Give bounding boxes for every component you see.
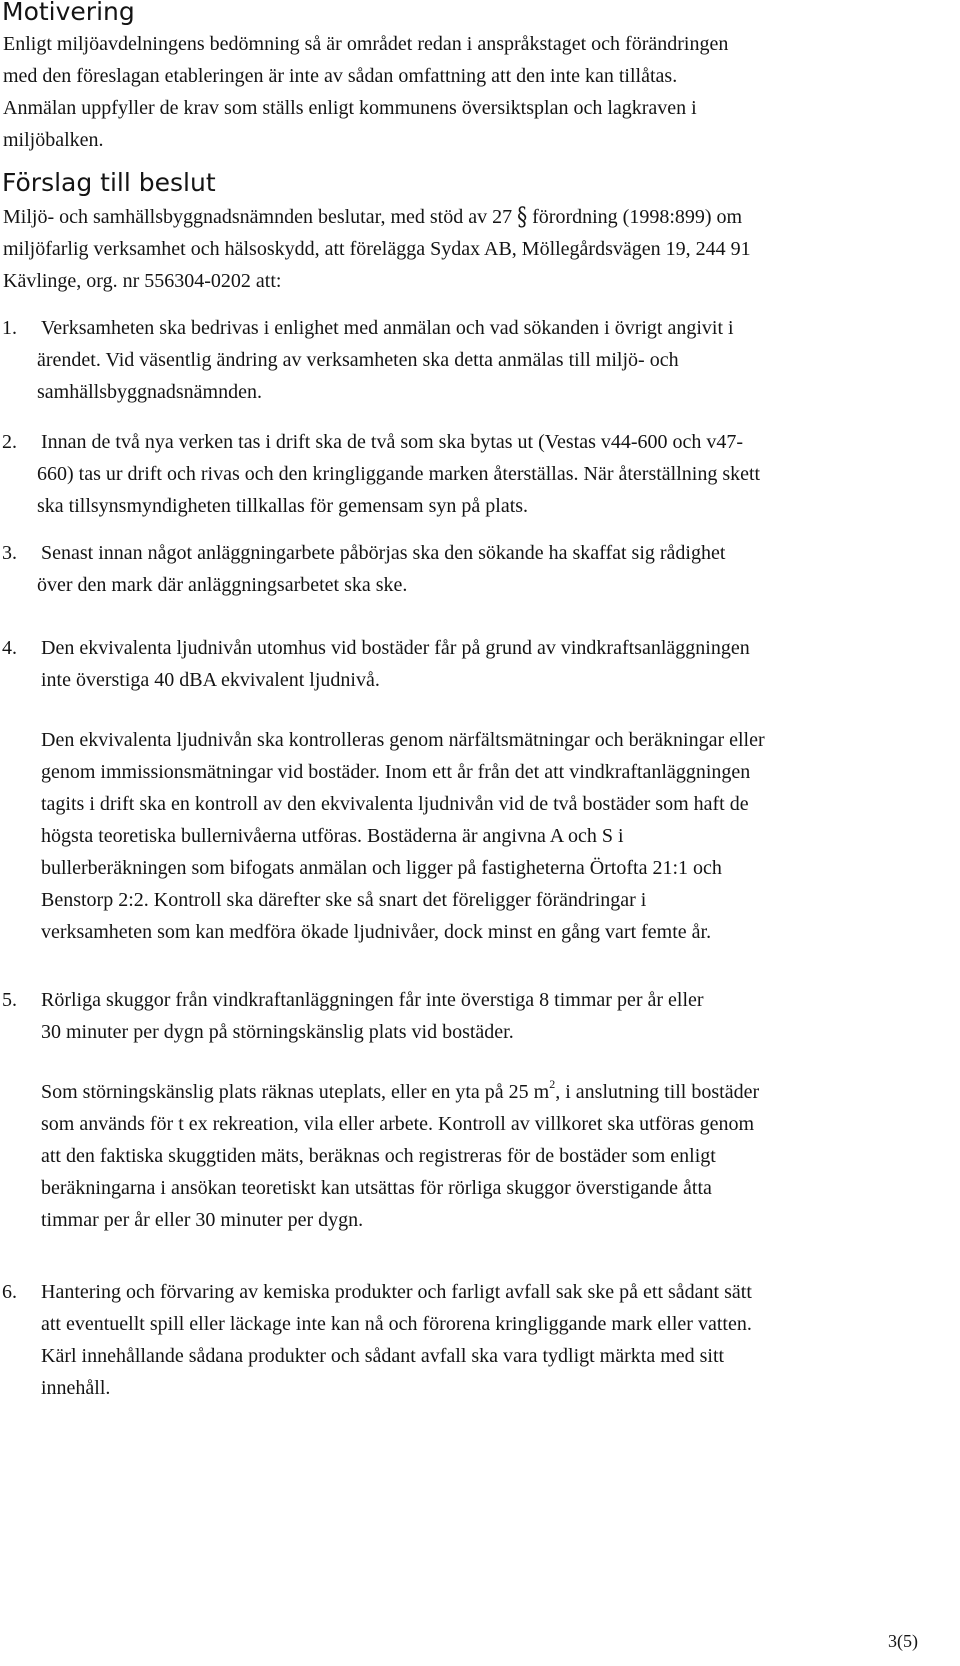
text-line: beräkningarna i ansökan teoretiskt kan utsättas för rörliga skuggor överstigande åtta <box>41 1177 712 1199</box>
condition-2-continuation <box>3 458 955 522</box>
proposal-intro <box>3 200 955 297</box>
text-line: Benstorp 2:2. Kontroll ska därefter ske så snart det föreligger förändringar i <box>41 889 647 911</box>
condition-1-continuation <box>3 344 955 408</box>
text-line: miljöfarlig verksamhet och hälsoskydd, att förelägga Sydax AB, Möllegårdsvägen 19, 244 91 <box>3 238 751 260</box>
section-sign: § <box>517 201 528 231</box>
condition-3 <box>2 537 957 569</box>
page-number: 3(5) <box>888 1631 918 1651</box>
text-line <box>41 1076 957 1108</box>
detail-text-after: , i anslutning till bostäder <box>555 1081 760 1103</box>
proposal-heading: Förslag till beslut <box>2 168 216 197</box>
text-line: Anmälan uppfyller de krav som ställs enligt kommunens översiktsplan och lagkraven i <box>3 97 697 119</box>
text-line: att den faktiska skuggtiden mäts, beräknas och registreras för de bostäder som enligt <box>41 1145 716 1167</box>
text-line: ärendet. Vid väsentlig ändring av verksamheten ska detta anmälas till miljö- och <box>37 349 679 371</box>
text-line: med den föreslagan etableringen är inte av sådan omfattning att den inte kan tillåtas. <box>3 65 678 87</box>
text-line: innehåll. <box>41 1377 111 1399</box>
text-line: Senast innan något anläggningarbete påbörjas ska den sökande ha skaffat sig rådighet <box>41 542 726 564</box>
condition-3-continuation <box>3 569 955 601</box>
condition-1 <box>2 312 957 344</box>
text-line: inte överstiga 40 dBA ekvivalent ljudnivå. <box>41 669 380 691</box>
condition-2 <box>2 426 957 458</box>
text-line: bullerberäkningen som bifogats anmälan och ligger på fastigheterna Örtofta 21:1 och <box>41 857 722 879</box>
motivation-heading: Motivering <box>2 0 135 26</box>
text-line: Den ekvivalenta ljudnivån ska kontrolleras genom närfältsmätningar och beräkningar eller <box>41 729 765 751</box>
condition-number: 5. <box>2 989 17 1011</box>
text-line: timmar per år eller 30 minuter per dygn. <box>41 1209 364 1231</box>
text-line: Innan de två nya verken tas i drift ska de två som ska bytas ut (Vestas v44-600 och v47- <box>41 431 744 453</box>
text-line: Kärl innehållande sådana produkter och sådant avfall ska vara tydligt märkta med sitt <box>41 1345 725 1367</box>
condition-4 <box>2 632 957 696</box>
text-line: ska tillsynsmyndigheten tillkallas för gemensam syn på plats. <box>37 495 529 517</box>
condition-5 <box>2 984 957 1048</box>
condition-number: 1. <box>2 317 17 339</box>
text-line: högsta teoretiska bullernivåerna utföras. Bostäderna är angivna A och S i <box>41 825 624 847</box>
superscript: 2 <box>549 1077 556 1092</box>
condition-text <box>41 632 957 696</box>
condition-text <box>41 426 957 458</box>
text-line: Rörliga skuggor från vindkraftanläggningen får inte överstiga 8 timmar per år eller <box>41 989 704 1011</box>
intro-text-after: förordning (1998:899) om <box>527 206 743 228</box>
condition-text <box>41 1276 957 1404</box>
detail-text-before: Som störningskänslig plats räknas uteplats, eller en yta på 25 m <box>41 1081 550 1103</box>
text-line: Hantering och förvaring av kemiska produkter och farligt avfall sak ske på ett sådant sätt <box>41 1281 752 1303</box>
condition-5-detail <box>41 1076 957 1236</box>
text-line: Kävlinge, org. nr 556304-0202 att: <box>3 270 282 292</box>
condition-number: 6. <box>2 1281 17 1303</box>
condition-number: 4. <box>2 637 17 659</box>
text-line: genom immissionsmätningar vid bostäder. Inom ett år från det att vindkraftanläggningen <box>41 761 751 783</box>
condition-6 <box>2 1276 957 1404</box>
condition-text <box>41 984 957 1048</box>
text-line: miljöbalken. <box>3 129 104 151</box>
condition-number: 3. <box>2 542 17 564</box>
text-line: Den ekvivalenta ljudnivån utomhus vid bostäder får på grund av vindkraftsanläggningen <box>41 637 750 659</box>
text-line: över den mark där anläggningsarbetet ska ske. <box>37 574 408 596</box>
text-line: tagits i drift ska en kontroll av den ekvivalenta ljudnivån vid de två bostäder som haft de <box>41 793 749 815</box>
text-line: 660) tas ur drift och rivas och den kringliggande marken återställas. När återställning skett <box>37 463 761 485</box>
text-line: att eventuellt spill eller läckage inte kan nå och förorena kringliggande mark eller vatten. <box>41 1313 752 1335</box>
intro-text-before: Miljö- och samhällsbyggnadsnämnden beslutar, med stöd av 27 <box>3 206 518 228</box>
condition-text <box>41 537 957 569</box>
text-line: 30 minuter per dygn på störningskänslig plats vid bostäder. <box>41 1021 514 1043</box>
condition-4-detail <box>41 724 957 948</box>
condition-text <box>41 312 957 344</box>
text-line: verksamheten som kan medföra ökade ljudnivåer, dock minst en gång vart femte år. <box>41 921 712 943</box>
text-line <box>3 200 955 233</box>
text-line: som används för t ex rekreation, vila eller arbete. Kontroll av villkoret ska utföras genom <box>41 1113 755 1135</box>
text-line: samhällsbyggnadsnämnden. <box>37 381 262 403</box>
text-line: Verksamheten ska bedrivas i enlighet med anmälan och vad sökanden i övrigt angivit i <box>41 317 734 339</box>
text-line: Enligt miljöavdelningens bedömning så är området redan i anspråkstaget och förändringen <box>3 33 729 55</box>
motivation-paragraph <box>3 28 955 156</box>
condition-number: 2. <box>2 431 17 453</box>
